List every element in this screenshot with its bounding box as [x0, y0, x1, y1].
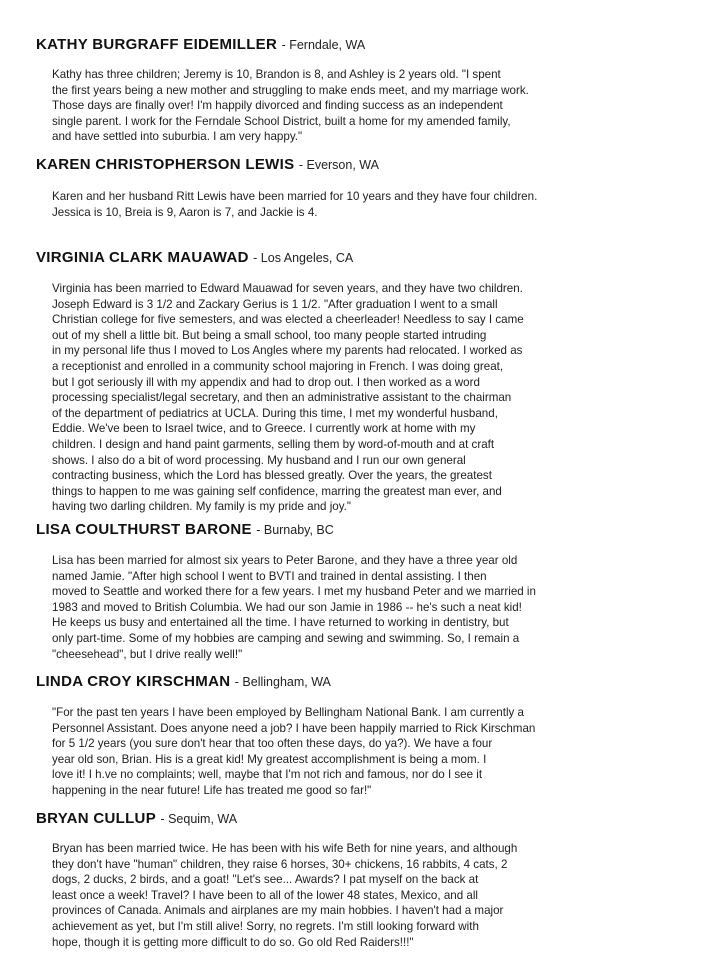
person-location: - Ferndale, WA [281, 38, 366, 52]
entry-text [52, 189, 672, 220]
text-line: 1983 and moved to British Columbia. We had our son Jamie in 1986 -- he's such a neat kid! [52, 600, 522, 614]
text-line: having two darling children. My family is my pride and joy." [52, 500, 352, 514]
entry-heading [36, 521, 334, 539]
entry-text [52, 281, 672, 515]
text-line: achievement as yet, but I'm still alive! Sorry, no regrets. I'm still looking forward with [52, 919, 479, 933]
text-line: Eddie. We've been to Israel twice, and to Greece. I currently work at home with my [52, 422, 476, 436]
text-line: He keeps us busy and entertained all the time. I have returned to working in dentistry, but [52, 616, 509, 630]
text-line: Joseph Edward is 3 1/2 and Zackary Gerius is 1 1/2. "After graduation I went to a small [52, 297, 498, 311]
text-line: out of my shell a little bit. But being a small school, too many people started intruding [52, 328, 487, 342]
text-line: only part-time. Some of my hobbies are camping and sewing and swimming. So, I remain a [52, 631, 520, 645]
text-line: things to happen to me was gaining self confidence, marring the greatest man ever, and [52, 484, 502, 498]
text-line: hope, though it is getting more difficult to do so. Go old Red Raiders!!!" [52, 935, 414, 949]
text-line: for 5 1/2 years (you sure don't hear that too often these days, do ya?). We have a four [52, 737, 493, 751]
entry-heading [36, 810, 237, 828]
text-line: in my personal life thus I moved to Los Angles where my parents had relocated. I worked as [52, 344, 523, 358]
person-name: LINDA CROY KIRSCHMAN [36, 673, 231, 690]
text-line: children. I design and hand paint garments, selling them by word-of-mouth and at craft [52, 437, 495, 451]
entry-heading [36, 673, 331, 691]
entry-heading [36, 249, 353, 267]
person-name: KATHY BURGRAFF EIDEMILLER [36, 36, 278, 53]
text-line: happening in the near future! Life has treated me good so far!" [52, 783, 372, 797]
text-line: provinces of Canada. Animals and airplanes are my main hobbies. I haven't had a major [52, 904, 504, 918]
text-line: Personnel Assistant. Does anyone need a job? I have been happily married to Rick Kirschman [52, 721, 536, 735]
person-location: - Bellingham, WA [234, 675, 331, 689]
entry-heading [36, 36, 365, 54]
entry-heading [36, 156, 379, 174]
text-line: Christian college for five semesters, and was elected a cheerleader! Needless to say I came [52, 313, 524, 327]
person-name: LISA COULTHURST BARONE [36, 521, 252, 538]
person-location: - Burnaby, BC [256, 523, 334, 537]
text-line: and have settled into suburbia. I am very happy." [52, 130, 303, 144]
text-line: least once a week! Travel? I have been to all of the lower 48 states, Mexico, and all [52, 888, 478, 902]
text-line: Lisa has been married for almost six years to Peter Barone, and they have a three year old [52, 554, 518, 567]
person-name: VIRGINIA CLARK MAUAWAD [36, 249, 249, 266]
person-name: BRYAN CULLUP [36, 810, 156, 827]
person-location: - Sequim, WA [160, 812, 238, 826]
text-line: shows. I also do a bit of word processing. My husband and I run our own general [52, 453, 466, 467]
text-line: single parent. I work for the Ferndale School District, built a home for my amended family, [52, 114, 511, 128]
text-line: dogs, 2 ducks, 2 birds, and a goat! "Let's see... Awards? I pat myself on the back at [52, 873, 479, 887]
text-line: "cheesehead", but I drive really well!" [52, 647, 243, 661]
text-line: year old son, Brian. His is a great kid! My greatest accomplishment is being a mom. I [52, 752, 487, 766]
entry-text [52, 705, 672, 799]
text-line: the first years being a new mother and struggling to make ends meet, and my marriage work. [52, 83, 529, 97]
text-line: processing specialist/legal secretary, and then an administrative assistant to the chairman [52, 391, 512, 405]
text-line: contracting business, which the Lord has blessed greatly. Over the years, the greatest [52, 469, 492, 483]
person-location: - Los Angeles, CA [253, 251, 354, 265]
entry-text [52, 553, 672, 662]
text-line: Kathy has three children; Jeremy is 10, Brandon is 8, and Ashley is 2 years old. "I spent [52, 68, 501, 81]
text-line: Karen and her husband Ritt Lewis have been married for 10 years and they have four children. [52, 190, 538, 203]
text-line: Virginia has been married to Edward Mauawad for seven years, and they have two children. [52, 282, 523, 295]
text-line: "For the past ten years I have been employed by Bellingham National Bank. I am currently a [52, 706, 524, 719]
entry-text [52, 67, 672, 145]
text-line: Bryan has been married twice. He has been with his wife Beth for nine years, and although [52, 842, 518, 855]
person-location: - Everson, WA [298, 158, 379, 172]
entry-text [52, 841, 672, 950]
text-line: Those days are finally over! I'm happily divorced and finding success as an independent [52, 99, 503, 113]
text-line: they don't have "human" children, they raise 6 horses, 30+ chickens, 16 rabbits, 4 cats, 2 [52, 857, 508, 871]
text-line: love it! I h.ve no complaints; well, maybe that I'm not rich and famous, nor do I see it [52, 768, 483, 782]
person-name: KAREN CHRISTOPHERSON LEWIS [36, 156, 295, 173]
text-line: but I got seriously ill with my appendix and had to drop out. I then worked as a word [52, 375, 480, 389]
text-line: a receptionist and enrolled in a community school majoring in French. I was doing great, [52, 359, 504, 373]
text-line: Jessica is 10, Breia is 9, Aaron is 7, and Jackie is 4. [52, 205, 318, 219]
text-line: of the department of pediatrics at UCLA. During this time, I met my wonderful husband, [52, 406, 498, 420]
text-line: moved to Seattle and worked there for a few years. I met my husband Peter and we married in [52, 585, 536, 599]
text-line: named Jamie. "After high school I went to BVTI and trained in dental assisting. I then [52, 569, 487, 583]
